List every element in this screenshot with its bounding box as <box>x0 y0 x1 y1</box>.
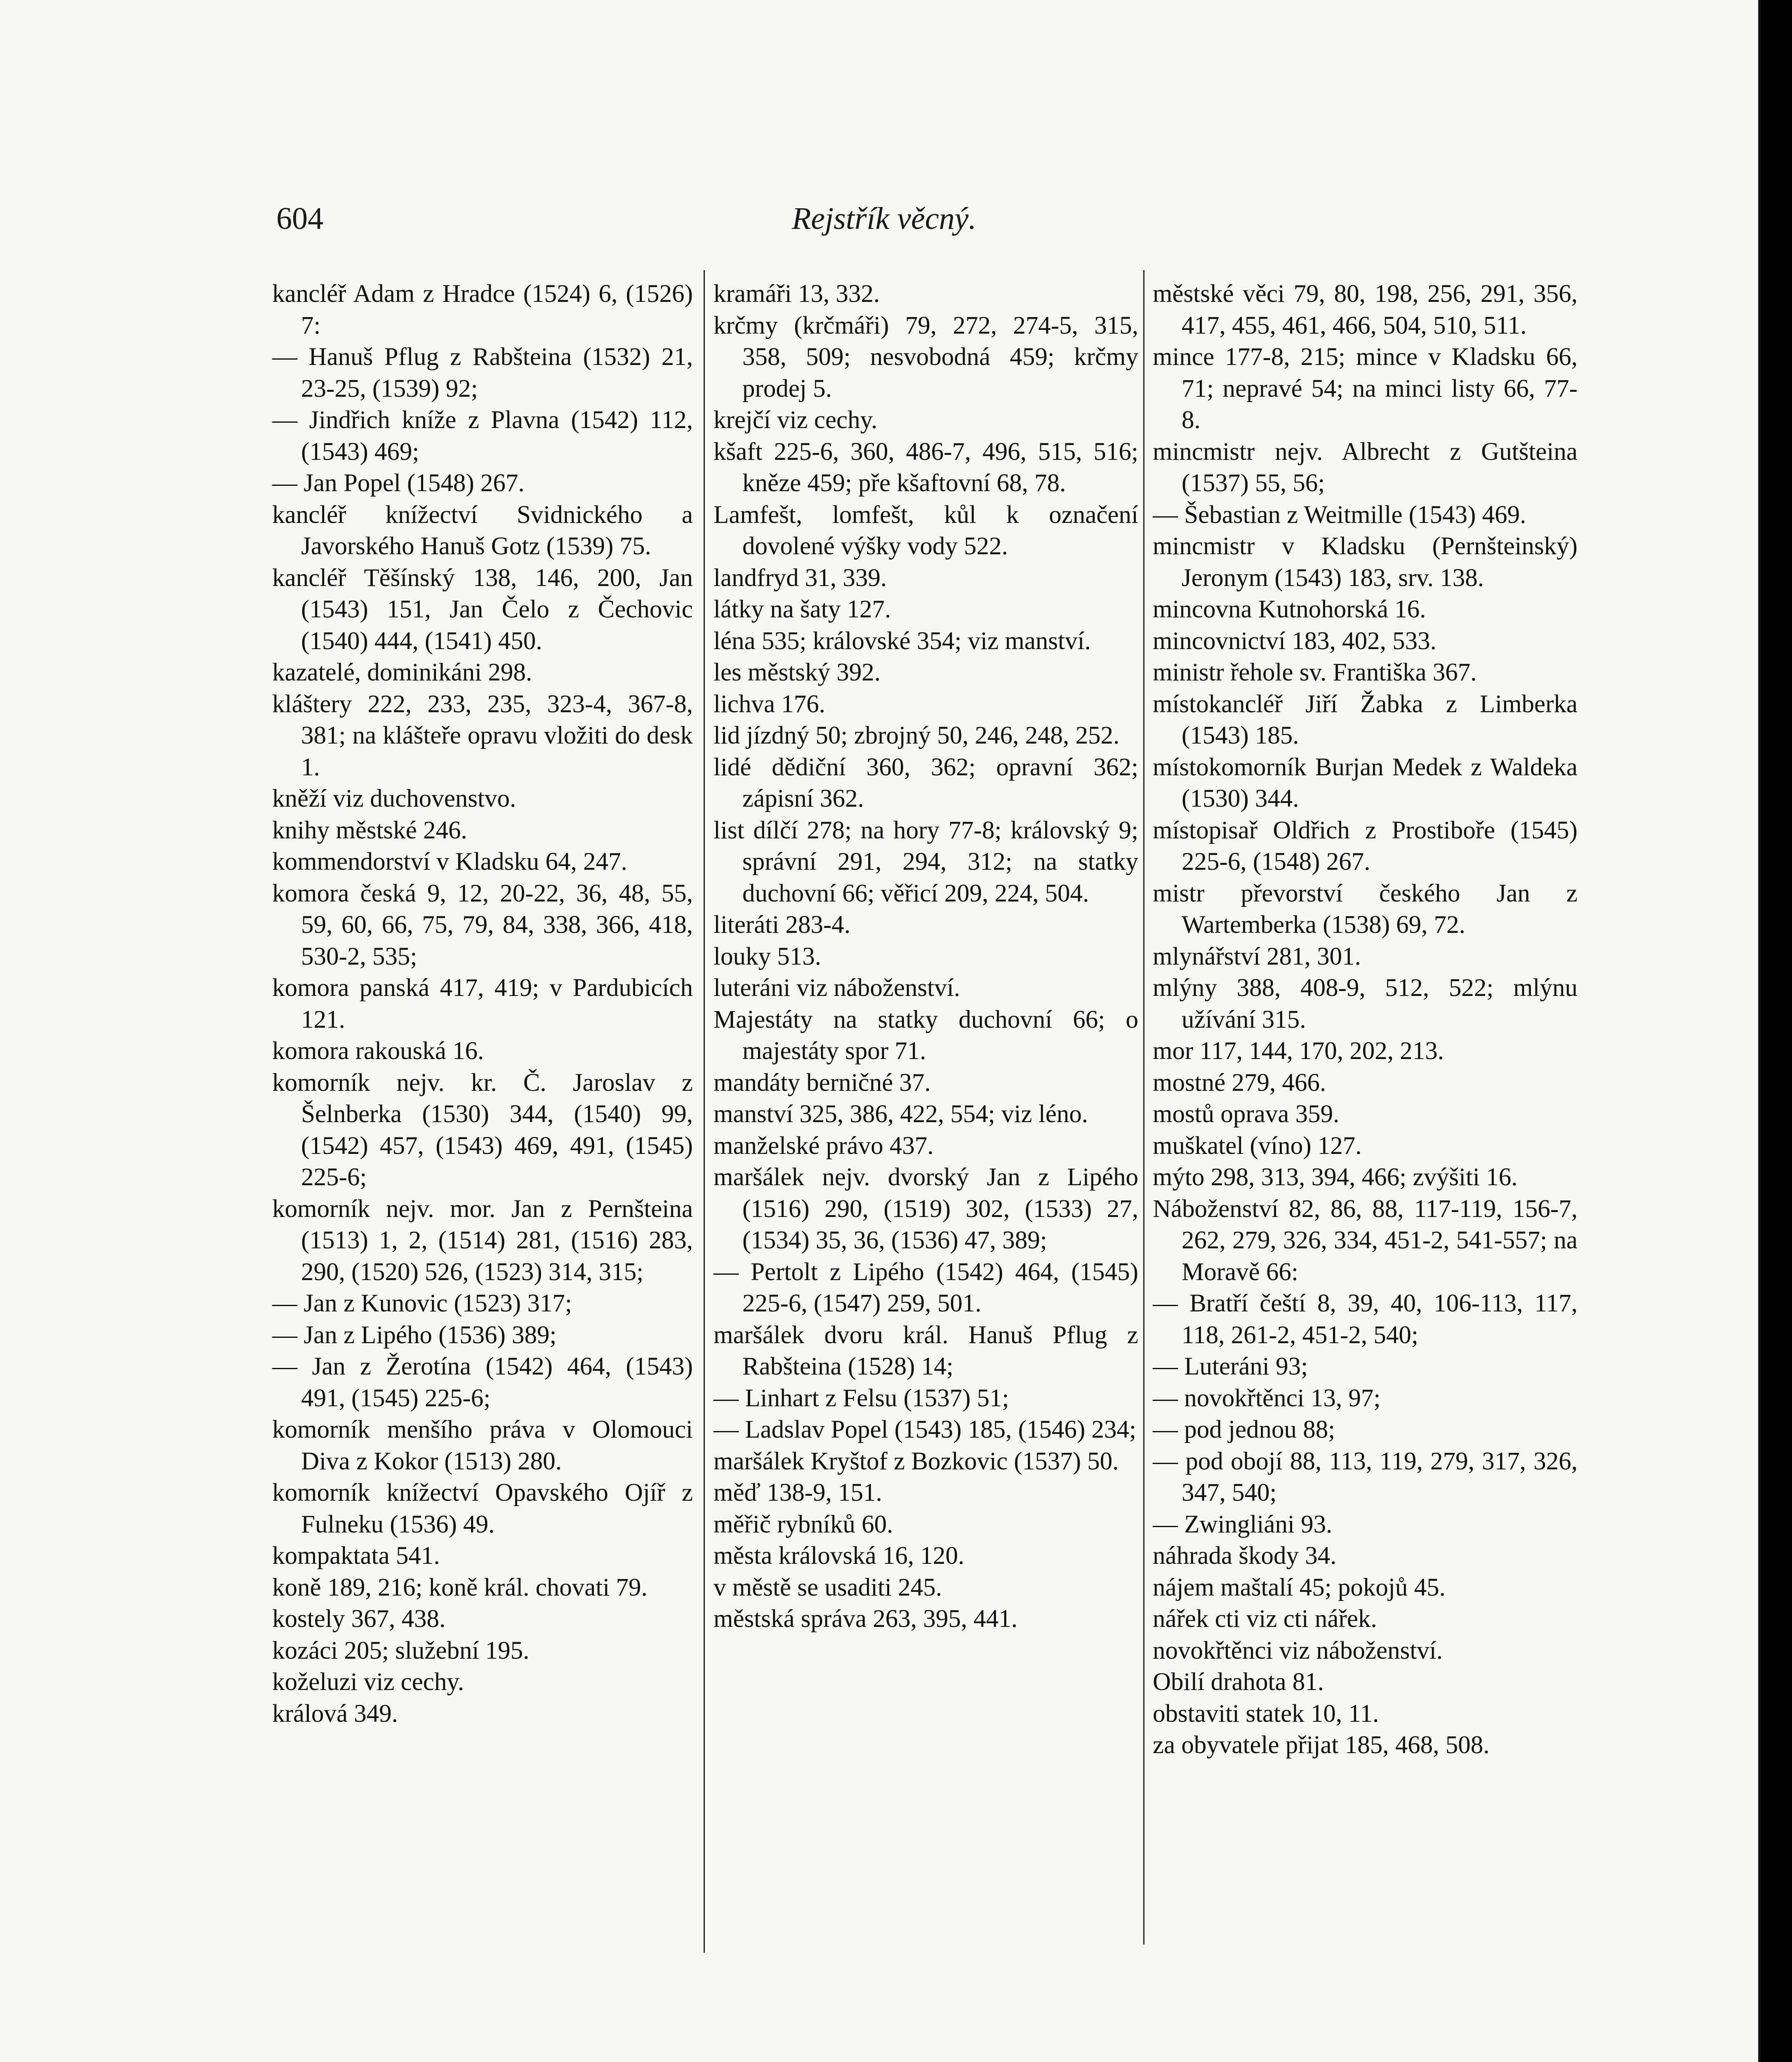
index-entry: — Jan z Kunovic (1523) 317; <box>272 1290 572 1317</box>
index-entry: místopisař Oldřich z Prostiboře (1545) 225-6, (1548) 267. <box>1153 816 1578 876</box>
index-entry: krejčí viz cechy. <box>714 406 878 434</box>
index-entry: krčmy (krčmáři) 79, 272, 274-5, 315, 358, 509; nesvobodná 459; krčmy prodej 5. <box>714 311 1138 403</box>
index-entry: nářek cti viz cti nářek. <box>1153 1605 1377 1633</box>
index-entry: lid jízdný 50; zbrojný 50, 246, 248, 252. <box>714 722 1120 749</box>
index-entry: komorník knížectví Opavského Ojíř z Fulneku (1536) 49. <box>272 1479 693 1538</box>
index-entry: kancléř Adam z Hradce (1524) 6, (1526) 7: <box>272 280 693 339</box>
index-entry: v městě se usaditi 245. <box>714 1573 942 1601</box>
index-entry: komora rakouská 16. <box>272 1037 484 1065</box>
index-entry: Náboženství 82, 86, 88, 117-119, 156-7, 262, 279, 326, 334, 451-2, 541-557; na Moravě 66: <box>1153 1195 1578 1286</box>
index-entry: Majestáty na statky duchovní 66; o majestáty spor 71. <box>714 1005 1138 1065</box>
index-entry: kompaktata 541. <box>272 1542 440 1570</box>
index-entry: koželuzi viz cechy. <box>272 1668 464 1696</box>
index-entry: mincovnictví 183, 402, 533. <box>1153 627 1436 655</box>
index-entry: mlynářství 281, 301. <box>1153 942 1361 970</box>
index-entry: komorník nejv. kr. Č. Jaroslav z Šelnberka (1530) 344, (1540) 99, (1542) 457, (1543) 469, 491, (1545) 225-6; <box>272 1069 693 1191</box>
page-number: 604 <box>276 201 323 236</box>
index-entry: kramáři 13, 332. <box>714 280 880 308</box>
index-entry: — Jan z Lipého (1536) 389; <box>272 1321 557 1349</box>
index-entry: — pod obojí 88, 113, 119, 279, 317, 326, 347, 540; <box>1153 1447 1578 1506</box>
index-entry: — Ladslav Popel (1543) 185, (1546) 234; <box>714 1416 1136 1443</box>
index-entry: místokancléř Jiří Žabka z Limberka (1543) 185. <box>1153 690 1578 749</box>
index-entry: mostů oprava 359. <box>1153 1100 1340 1128</box>
index-entry: kněží viz duchovenstvo. <box>272 785 516 812</box>
index-entry: mandáty berničné 37. <box>714 1069 931 1097</box>
index-entry: Lamfešt, lomfešt, kůl k označení dovolené výšky vody 522. <box>714 501 1138 560</box>
index-entry: kazatelé, dominikáni 298. <box>272 659 532 686</box>
index-entry: komora panská 417, 419; v Pardubicích 121. <box>272 974 693 1033</box>
index-entry: knihy městské 246. <box>272 816 467 844</box>
index-entry: ministr řehole sv. Františka 367. <box>1153 659 1477 686</box>
index-column-1 <box>272 278 693 1730</box>
index-entry: náhrada škody 34. <box>1153 1542 1337 1570</box>
index-entry: literáti 283-4. <box>714 911 851 939</box>
page-header <box>276 194 1023 243</box>
index-entry: kommendorství v Kladsku 64, 247. <box>272 848 627 876</box>
index-entry: list dílčí 278; na hory 77-8; královský 9; správní 291, 294, 312; na statky duchovní 66; věřicí 209, 224, 504. <box>714 816 1138 907</box>
index-entry: maršálek dvoru král. Hanuš Pflug z Rabšteina (1528) 14; <box>714 1321 1138 1380</box>
index-entry: — Jan z Žerotína (1542) 464, (1543) 491, (1545) 225-6; <box>272 1353 693 1412</box>
index-entry: za obyvatele přijat 185, 468, 508. <box>1153 1731 1490 1759</box>
index-entry: obstaviti statek 10, 11. <box>1153 1700 1379 1728</box>
index-entry: — Šebastian z Weitmille (1543) 469. <box>1153 501 1526 529</box>
column-divider <box>1143 270 1144 1944</box>
index-entry: — Bratří čeští 8, 39, 40, 106-113, 117, 118, 261-2, 451-2, 540; <box>1153 1290 1578 1349</box>
index-entry: lichva 176. <box>714 690 826 718</box>
index-entry: králová 349. <box>272 1700 398 1728</box>
index-entry: — Jan Popel (1548) 267. <box>272 469 525 497</box>
scan-edge-line <box>1758 0 1761 2062</box>
index-entry: mincmistr nejv. Albrecht z Gutšteina (1537) 55, 56; <box>1153 438 1578 497</box>
index-entry: komorník nejv. mor. Jan z Pernšteina (1513) 1, 2, (1514) 281, (1516) 283, 290, (1520) 526, (1523) 314, 315; <box>272 1195 693 1286</box>
index-column-2 <box>714 278 1138 1635</box>
index-entry: mince 177-8, 215; mince v Kladsku 66, 71; nepravé 54; na minci listy 66, 77-8. <box>1153 343 1578 434</box>
index-entry: kláštery 222, 233, 235, 323-4, 367-8, 381; na klášteře opravu vložiti do desk 1. <box>272 690 693 781</box>
index-entry: manství 325, 386, 422, 554; viz léno. <box>714 1100 1088 1128</box>
index-entry: — pod jednou 88; <box>1153 1416 1335 1443</box>
index-entry: manželské právo 437. <box>714 1132 934 1160</box>
index-entry: maršálek Kryštof z Bozkovic (1537) 50. <box>714 1447 1119 1475</box>
index-entry: města královská 16, 120. <box>714 1542 965 1570</box>
index-entry: komora česká 9, 12, 20-22, 36, 48, 55, 59, 60, 66, 75, 79, 84, 338, 366, 418, 530-2, 535; <box>272 879 693 970</box>
index-entry: měď 138-9, 151. <box>714 1479 882 1506</box>
index-entry: kšaft 225-6, 360, 486-7, 496, 515, 516; kněze 459; pře kšaftovní 68, 78. <box>714 438 1138 497</box>
index-entry: kostely 367, 438. <box>272 1605 446 1633</box>
index-entry: mor 117, 144, 170, 202, 213. <box>1153 1037 1444 1065</box>
index-entry: mincovna Kutnohorská 16. <box>1153 596 1426 623</box>
index-entry: landfryd 31, 339. <box>714 564 887 592</box>
index-entry: muškatel (víno) 127. <box>1153 1132 1362 1160</box>
index-entry: louky 513. <box>714 942 821 970</box>
index-column-3 <box>1153 278 1578 1761</box>
running-title: Rejstřík věcný. <box>792 201 977 236</box>
index-entry: luteráni viz náboženství. <box>714 974 960 1002</box>
index-entry: mostné 279, 466. <box>1153 1069 1326 1097</box>
index-entry: — Zwingliáni 93. <box>1153 1510 1333 1538</box>
index-entry: les městský 392. <box>714 659 881 686</box>
index-entry: městské věci 79, 80, 198, 256, 291, 356, 417, 455, 461, 466, 504, 510, 511. <box>1153 280 1578 339</box>
index-entry: mýto 298, 313, 394, 466; zvýšiti 16. <box>1153 1163 1518 1191</box>
index-entry: — novokřtěnci 13, 97; <box>1153 1384 1381 1412</box>
index-entry: mlýny 388, 408-9, 512, 522; mlýnu užívání 315. <box>1153 974 1578 1033</box>
index-entry: — Luteráni 93; <box>1153 1353 1308 1380</box>
index-entry: mistr převorství českého Jan z Wartemberka (1538) 69, 72. <box>1153 879 1578 939</box>
index-entry: kozáci 205; služební 195. <box>272 1636 530 1664</box>
index-entry: měřič rybníků 60. <box>714 1510 893 1538</box>
index-entry: léna 535; královské 354; viz manství. <box>714 627 1091 655</box>
index-entry: městská správa 263, 395, 441. <box>714 1605 1017 1633</box>
index-entry: nájem maštalí 45; pokojů 45. <box>1153 1573 1446 1601</box>
index-entry: — Hanuš Pflug z Rabšteina (1532) 21, 23-25, (1539) 92; <box>272 343 693 403</box>
index-entry: — Linhart z Felsu (1537) 51; <box>714 1384 1009 1412</box>
index-entry: komorník menšího práva v Olomouci Diva z Kokor (1513) 280. <box>272 1416 693 1475</box>
index-entry: místokomorník Burjan Medek z Waldeka (1530) 344. <box>1153 753 1578 812</box>
index-entry: kancléř Těšínský 138, 146, 200, Jan (1543) 151, Jan Čelo z Čechovic (1540) 444, (1541) 450. <box>272 564 693 655</box>
column-divider <box>704 270 705 1953</box>
index-entry: — Jindřich kníže z Plavna (1542) 112, (1543) 469; <box>272 406 693 466</box>
index-entry: koně 189, 216; koně král. chovati 79. <box>272 1573 648 1601</box>
index-entry: novokřtěnci viz náboženství. <box>1153 1636 1443 1664</box>
index-entry: látky na šaty 127. <box>714 596 891 623</box>
index-entry: lidé dědiční 360, 362; opravní 362; zápisní 362. <box>714 753 1138 812</box>
index-entry: kancléř knížectví Svidnického a Javorského Hanuš Gotz (1539) 75. <box>272 501 693 560</box>
index-entry: Obilí drahota 81. <box>1153 1668 1324 1696</box>
index-entry: — Pertolt z Lipého (1542) 464, (1545) 225-6, (1547) 259, 501. <box>714 1258 1138 1317</box>
index-entry: maršálek nejv. dvorský Jan z Lipého (1516) 290, (1519) 302, (1533) 27, (1534) 35, 36, (1536) 47, 389; <box>714 1163 1138 1254</box>
index-entry: mincmistr v Kladsku (Pernšteinský) Jeronym (1543) 183, srv. 138. <box>1153 532 1578 592</box>
